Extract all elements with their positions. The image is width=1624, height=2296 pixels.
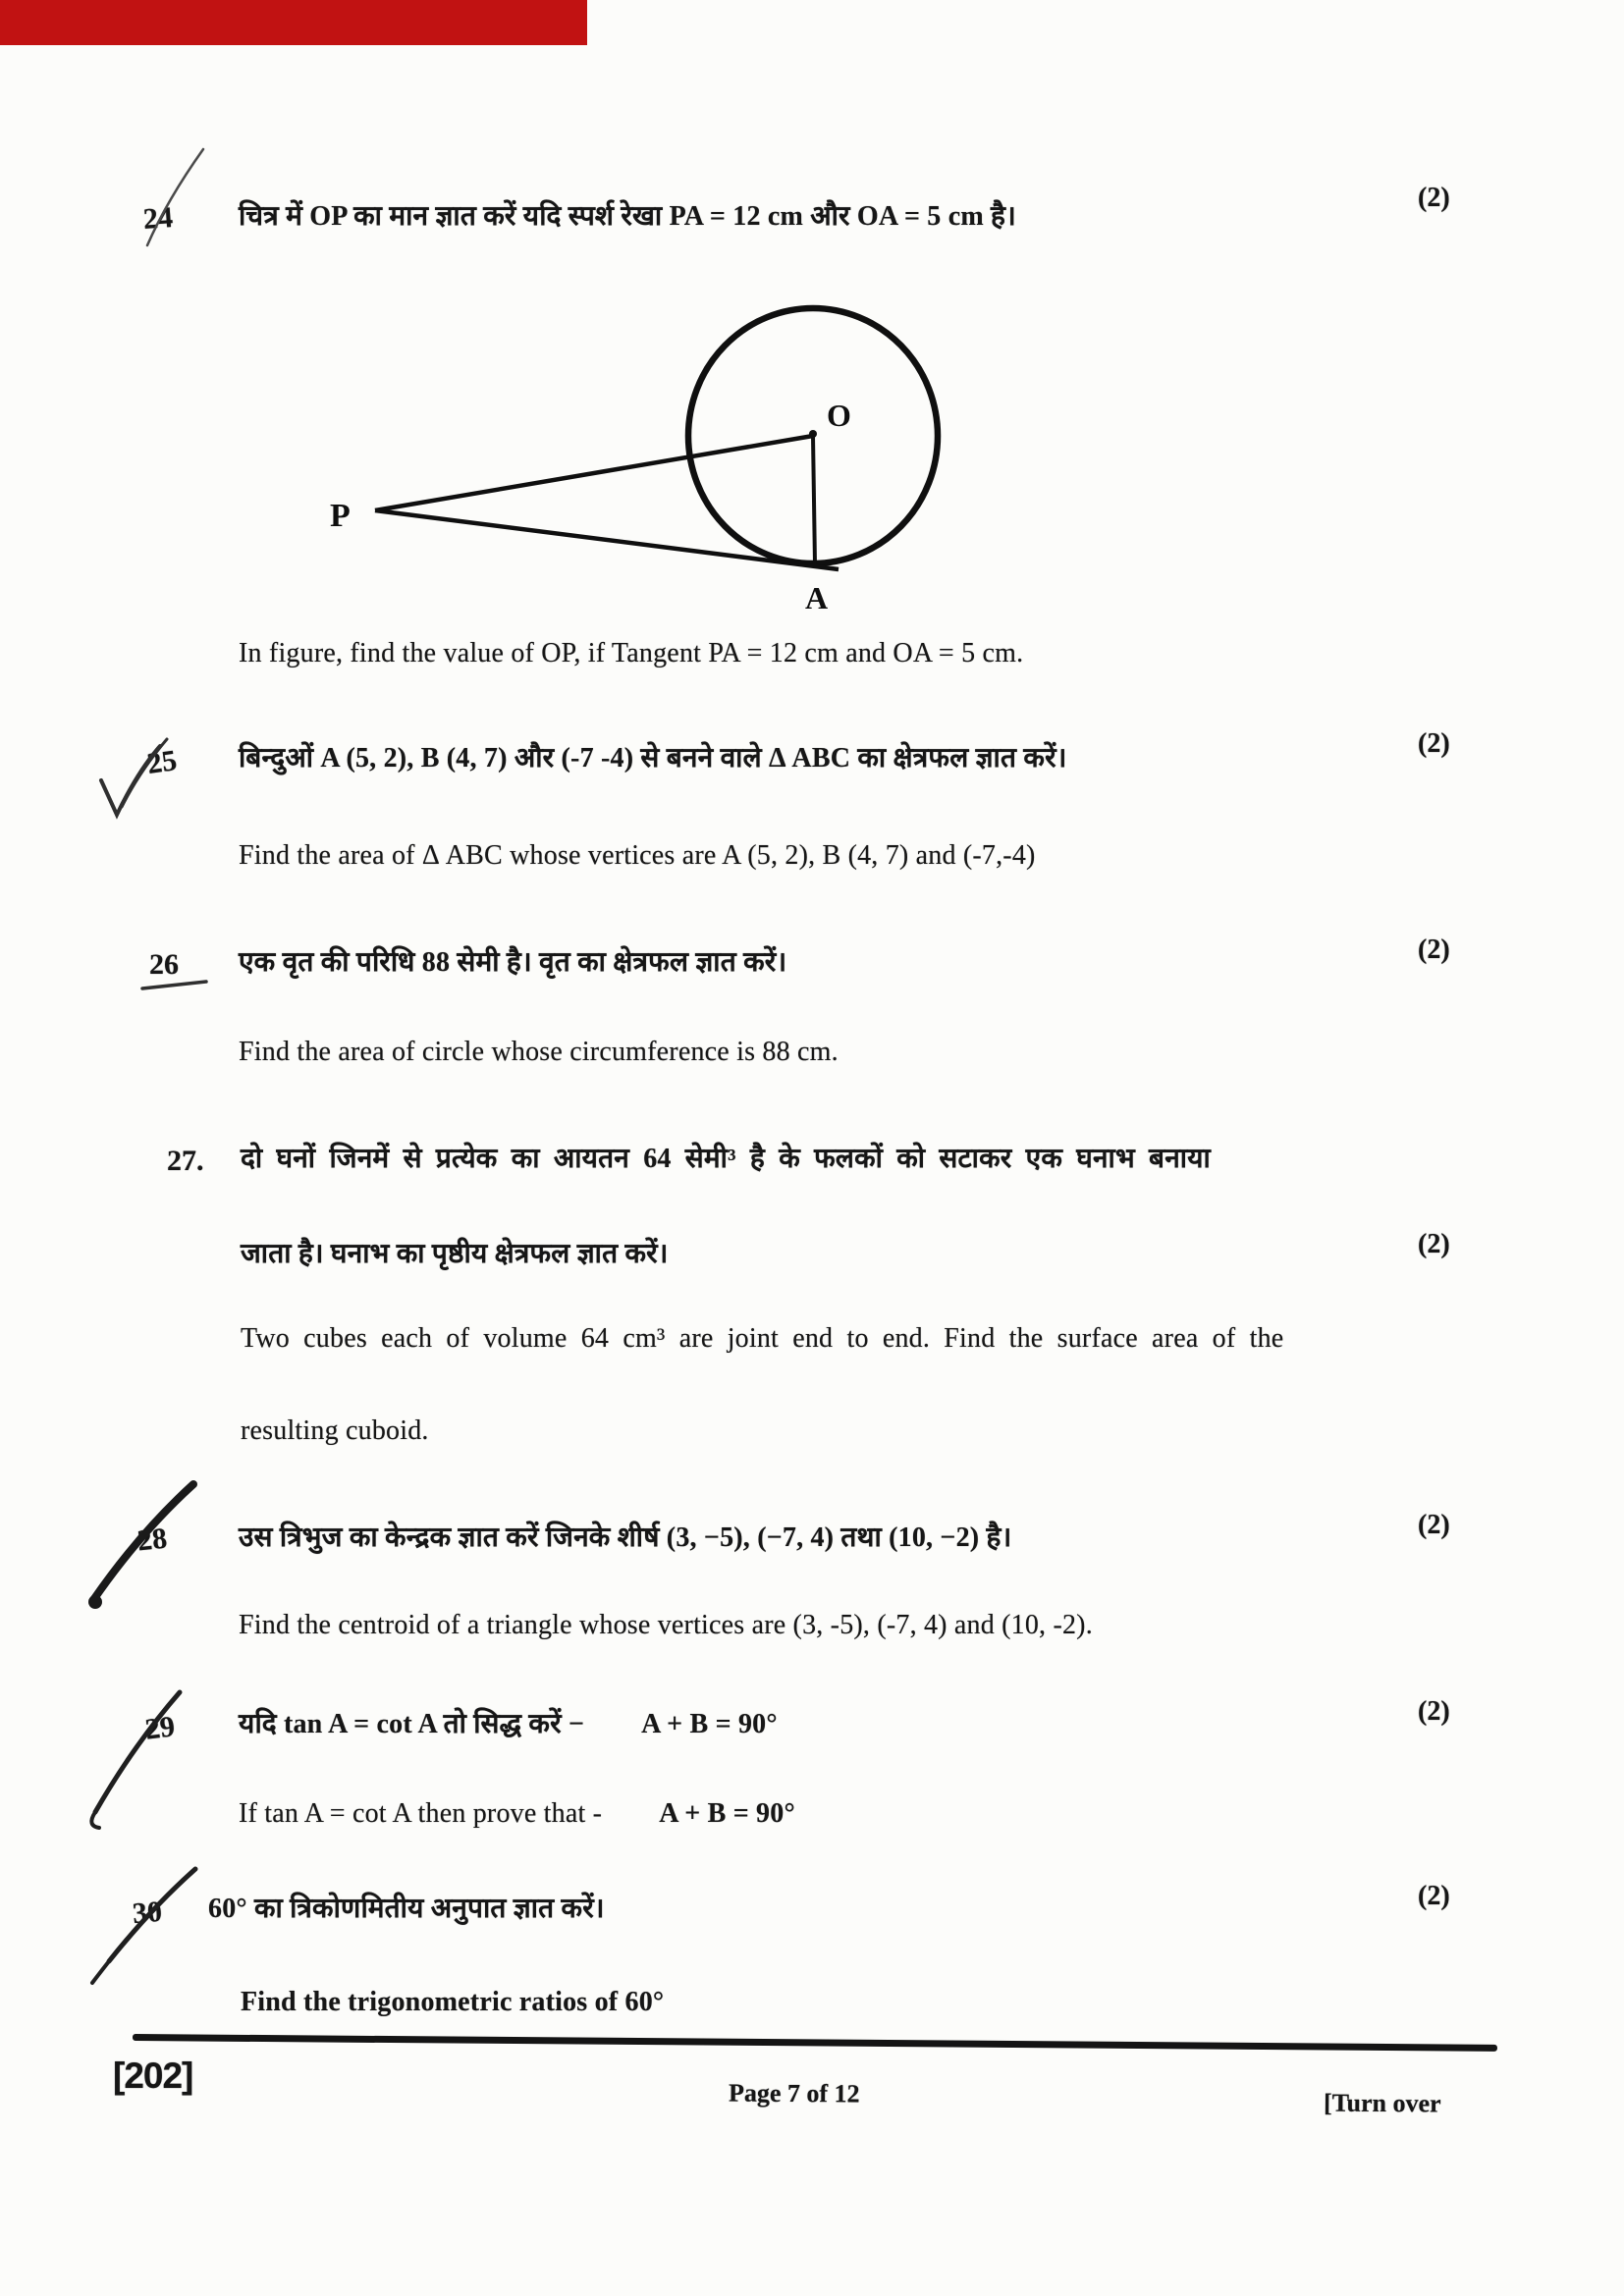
question-24-hindi: चित्र में OP का मान ज्ञात करें यदि स्पर्श रेखा PA = 12 cm और OA = 5 cm है। <box>239 201 1016 232</box>
question-27-english-line2: resulting cuboid. <box>241 1415 429 1446</box>
question-24-number: 24 <box>141 200 175 237</box>
question-26-marks: (2) <box>1418 934 1450 965</box>
label-a: A <box>805 580 829 615</box>
line-pa-tangent <box>375 510 839 569</box>
scan-red-band <box>0 0 587 45</box>
tick-q30-tail <box>92 1961 109 1983</box>
tick-q29-tail <box>91 1812 99 1828</box>
question-29-english-text: If tan A = cot A then prove that - <box>239 1798 603 1829</box>
question-29-marks: (2) <box>1418 1696 1450 1727</box>
question-26-number: 26 <box>149 948 179 981</box>
tick-q26-underline <box>142 982 206 988</box>
question-25-marks: (2) <box>1418 728 1450 759</box>
line-po <box>375 436 813 510</box>
tick-q28-blob <box>88 1595 102 1609</box>
question-25-number: 25 <box>144 744 180 780</box>
question-27-hindi-line1: दो घनों जिनमें से प्रत्येक का आयतन 64 सेमी³ है के फलकों को सटाकर एक घनाभ बनाया <box>241 1144 1211 1174</box>
footer-page-number: Page 7 of 12 <box>728 2078 860 2109</box>
question-30-english: Find the trigonometric ratios of 60° <box>241 1987 665 2017</box>
question-29-english <box>239 1798 795 1830</box>
footer-turn-over: [Turn over <box>1323 2088 1441 2118</box>
question-30-marks: (2) <box>1418 1881 1450 1911</box>
question-29-english-formula: A + B = 90° <box>659 1798 795 1829</box>
question-24-english: In figure, find the value of OP, if Tangent PA = 12 cm and OA = 5 cm. <box>239 638 1024 668</box>
question-28-english: Find the centroid of a triangle whose vertices are (3, -5), (-7, 4) and (10, -2). <box>239 1610 1093 1640</box>
question-30-number: 30 <box>131 1895 164 1931</box>
question-28-number: 28 <box>135 1522 169 1558</box>
question-30-hindi: 60° का त्रिकोणमितीय अनुपात ज्ञात करें। <box>208 1894 605 1924</box>
question-29-hindi <box>239 1704 778 1741</box>
question-29-hindi-formula: A + B = 90° <box>641 1709 778 1739</box>
line-oa-radius <box>813 436 815 564</box>
center-point-o <box>809 430 817 438</box>
label-p: P <box>330 498 351 534</box>
question-26-english: Find the area of circle whose circumference is 88 cm. <box>239 1037 839 1067</box>
question-28-marks: (2) <box>1418 1510 1450 1540</box>
question-27-hindi-line2: जाता है। घनाभ का पृष्ठीय क्षेत्रफल ज्ञात करें। <box>241 1239 669 1269</box>
question-29-hindi-text: यदि tan A = cot A तो सिद्ध करें − <box>239 1709 585 1739</box>
question-29-number: 29 <box>143 1710 177 1746</box>
footer-rule <box>133 2034 1497 2052</box>
footer-paper-code: [202] <box>113 2056 193 2096</box>
label-o: O <box>827 398 851 433</box>
question-28-hindi: उस त्रिभुज का केन्द्रक ज्ञात करें जिनके शीर्ष (3, −5), (−7, 4) तथा (10, −2) है। <box>239 1522 1012 1553</box>
question-25-english: Find the area of Δ ABC whose vertices are A (5, 2), B (4, 7) and (-7,-4) <box>239 840 1036 871</box>
tangent-circle-figure <box>324 287 1011 625</box>
question-27-english-line1: Two cubes each of volume 64 cm³ are joint end to end. Find the surface area of the <box>241 1323 1284 1354</box>
question-24-marks: (2) <box>1418 183 1450 213</box>
question-27-number: 27. <box>167 1145 204 1177</box>
question-26-hindi: एक वृत की परिधि 88 सेमी है। वृत का क्षेत्रफल ज्ञात करें। <box>239 947 787 978</box>
question-27-marks: (2) <box>1418 1229 1450 1259</box>
question-25-hindi: बिन्दुओं A (5, 2), B (4, 7) और (-7 -4) से बनने वाले Δ ABC का क्षेत्रफल ज्ञात करें। <box>239 743 1067 774</box>
